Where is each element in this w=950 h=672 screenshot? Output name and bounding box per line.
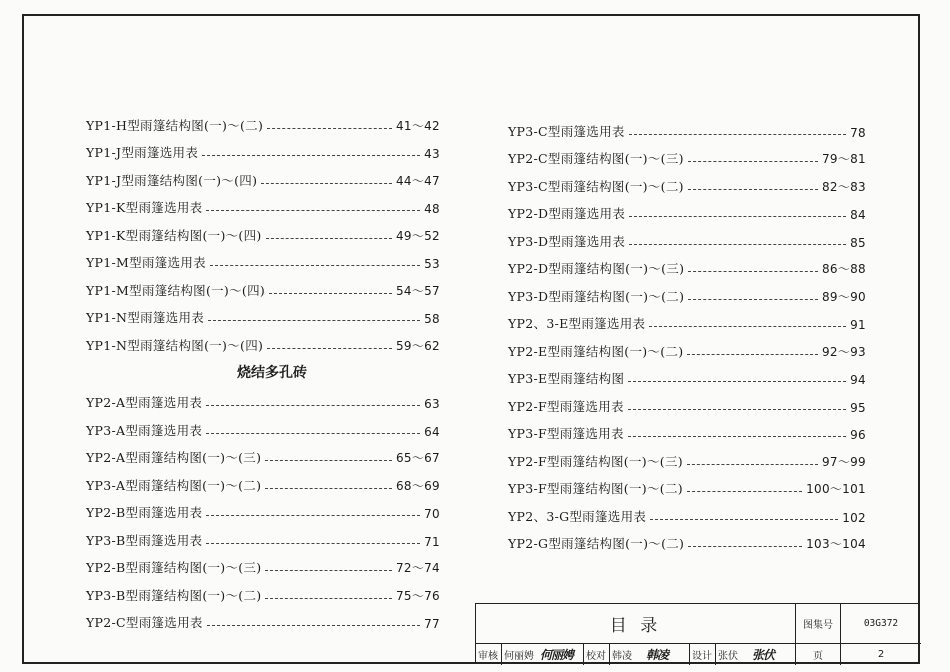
toc-entry-title: YP2-C型雨篷结构图(一)～(三) [508,151,684,166]
toc-entry-title: YP1-K型雨篷选用表 [86,200,203,215]
toc-entry-page: 49～52 [395,228,440,243]
review-signature-text: 何丽娉 [540,648,574,662]
dot-leader [628,381,846,382]
dot-leader [688,271,818,272]
toc-entry-page: 92～93 [821,344,866,359]
dot-leader [687,464,818,465]
toc-entry-page: 97～99 [821,454,866,469]
dot-leader [629,244,846,245]
toc-entry-page: 54～57 [395,283,440,298]
toc-entry-title: YP2-A型雨篷选用表 [86,395,203,410]
toc-entry-title: YP1-K型雨篷结构图(一)～(四) [86,227,262,243]
toc-entry [86,549,440,577]
toc-group-right [508,112,866,552]
toc-entry-page: 91 [850,318,866,332]
toc-entry-title: YP3-C型雨篷结构图(一)～(二) [508,178,684,194]
toc-entry-title: YP1-J型雨篷选用表 [86,145,199,160]
toc-entry-title: YP3-F型雨篷结构图(一)～(二) [508,481,683,496]
toc-entry-title: YP3-C型雨篷选用表 [508,123,625,139]
toc-entry-title: YP2-D型雨篷结构图(一)～(三) [508,261,685,276]
dot-leader [269,293,392,294]
toc-entry-page: 96 [850,428,866,442]
design-name: 张伏 [718,651,738,662]
toc-entry-page: 103～104 [806,537,866,551]
dot-leader [267,348,392,349]
toc-entry [86,106,440,134]
dot-leader [267,128,392,129]
toc-entry [86,326,440,354]
toc-entry [86,439,440,467]
toc-entry-page: 102 [842,510,866,525]
toc-entry [508,305,866,333]
toc-entry [508,470,866,498]
toc-entry-title: YP1-N型雨篷选用表 [86,310,205,325]
toc-entry-page: 78 [850,125,866,140]
dot-leader [206,515,420,516]
toc-entry [508,277,866,305]
dot-leader [628,409,846,410]
toc-entry-title: YP2、3-G型雨篷选用表 [508,508,647,524]
toc-entry-page: 94 [850,373,866,387]
toc-entry [86,494,440,522]
toc-entry [508,525,866,553]
toc-entry-title: YP3-D型雨篷选用表 [508,233,626,249]
toc-entry [86,271,440,299]
toc-entry-title: YP2-F型雨篷选用表 [508,398,624,414]
dot-leader [261,183,392,184]
check-signature [644,644,690,665]
check-name: 韩凌 [612,651,632,662]
dot-leader [688,546,802,547]
toc-entry [508,332,866,360]
toc-entry [86,189,440,217]
toc-entry-title: YP3-A型雨篷结构图(一)～(二) [86,477,262,493]
toc-entry-title: YP1-H型雨篷结构图(一)～(二) [86,117,264,133]
toc-entry-page: 41～42 [395,118,440,133]
review-name: 何丽娉 [504,651,534,662]
toc-entry [86,576,440,604]
toc-entry-title: YP1-M型雨篷选用表 [86,255,206,270]
toc-entry-page: 43 [424,147,440,161]
toc-entry-title: YP2-E型雨篷结构图(一)～(二) [508,343,684,359]
toc-entry [508,140,866,168]
toc-entry-page: 65～67 [395,451,440,465]
toc-entry-page: 44～47 [395,173,440,188]
page-label: 页 [796,644,841,665]
toc-group-bottom [86,384,440,632]
dot-leader [628,436,846,437]
toc-entry [86,411,440,439]
toc-entry-page: 71 [424,534,440,549]
dot-leader [206,433,420,434]
toc-entry-title: YP2-B型雨篷选用表 [86,505,203,520]
dot-leader [208,320,420,321]
toc-entry [86,244,440,272]
toc-entry [508,167,866,195]
toc-entry-page: 79～81 [821,152,866,166]
toc-group-top [86,106,440,354]
toc-entry [86,216,440,244]
toc-entry-title: YP3-E型雨篷结构图 [508,371,625,386]
toc-entry-title: YP3-B型雨篷结构图(一)～(二) [86,587,262,603]
toc-entry [508,222,866,250]
toc-entry-page: 53 [424,257,440,271]
dot-leader [206,405,420,406]
design-signature-text: 张伏 [752,648,775,662]
dot-leader [688,299,818,300]
check-signature-text: 韩凌 [646,648,669,662]
toc-entry-title: YP2-B型雨篷结构图(一)～(三) [86,560,262,575]
atlas-number-label: 图集号 [796,604,841,644]
toc-entry-page: 75～76 [395,588,440,603]
toc-entry [508,250,866,278]
toc-entry [86,134,440,162]
toc-entry-title: YP2-A型雨篷结构图(一)～(三) [86,450,262,465]
dot-leader [265,460,392,461]
toc-entry-page: 63 [424,397,440,411]
toc-entry-page: 100～101 [806,482,866,496]
dot-leader [207,625,420,626]
toc-entry [508,442,866,470]
toc-entry-title: YP3-B型雨篷选用表 [86,532,203,548]
dot-leader [265,488,392,489]
dot-leader [688,161,818,162]
dot-leader [206,210,420,211]
toc-entry [508,195,866,223]
toc-entry-page: 84 [850,208,866,222]
dot-leader [206,543,420,544]
toc-entry-title: YP3-D型雨篷结构图(一)～(二) [508,288,685,304]
toc-entry-title: YP2-G型雨篷结构图(一)～(二) [508,536,685,551]
toc-entry-page: 89～90 [821,289,866,304]
dot-leader [265,570,392,571]
page-number: 2 [877,649,885,660]
toc-entry-title: YP2-C型雨篷选用表 [86,615,203,630]
toc-entry-title: YP2-F型雨篷结构图(一)～(三) [508,453,683,469]
toc-entry-page: 48 [424,202,440,216]
dot-leader [650,519,838,520]
toc-right-column [508,112,866,552]
toc-entry-title: YP2、3-E型雨篷选用表 [508,316,646,331]
dot-leader [687,354,818,355]
check-label: 校对 [584,644,610,665]
toc-entry [508,497,866,525]
design-label: 设计 [690,644,716,665]
dot-leader [687,491,802,492]
toc-entry-title: YP1-N型雨篷结构图(一)～(四) [86,337,264,353]
toc-entry-title: YP1-M型雨篷结构图(一)～(四) [86,282,266,298]
title-block [475,603,920,664]
toc-entry [508,415,866,443]
toc-entry-page: 58 [424,312,440,326]
dot-leader [210,265,420,266]
toc-entry-page: 72～74 [395,561,440,575]
toc-entry [86,521,440,549]
dot-leader [649,326,846,327]
toc-left-column [86,106,440,631]
toc-entry [86,299,440,327]
dot-leader [266,238,392,239]
atlas-number-value: 03G372 [841,604,921,644]
toc-entry-title: YP3-F型雨篷选用表 [508,426,624,441]
toc-entry-page: 77 [424,617,440,631]
toc-entry [508,112,866,140]
dot-leader [265,598,392,599]
toc-entry-page: 82～83 [821,179,866,194]
toc-entry-page: 86～88 [821,262,866,276]
document-title: 目 录 [476,604,796,644]
toc-entry [508,360,866,388]
toc-entry [86,384,440,412]
toc-entry-page: 59～62 [395,338,440,353]
section-heading: 烧结多孔砖 [237,364,307,381]
toc-entry-page: 95 [850,400,866,415]
design-signature [750,644,796,665]
toc-entry [86,604,440,632]
toc-entry [508,387,866,415]
toc-entry-page: 70 [424,507,440,521]
toc-entry [86,466,440,494]
toc-entry-title: YP1-J型雨篷结构图(一)～(四) [86,172,258,188]
dot-leader [629,134,846,135]
toc-entry-page: 68～69 [395,478,440,493]
dot-leader [202,155,420,156]
review-label: 审核 [476,644,502,665]
toc-entry-title: YP2-D型雨篷选用表 [508,206,626,221]
toc-entry-title: YP3-A型雨篷选用表 [86,422,203,438]
review-signature [538,644,584,665]
toc-entry [86,161,440,189]
toc-entry-page: 64 [424,424,440,439]
dot-leader [629,216,846,217]
dot-leader [688,189,818,190]
toc-entry-page: 85 [850,235,866,250]
